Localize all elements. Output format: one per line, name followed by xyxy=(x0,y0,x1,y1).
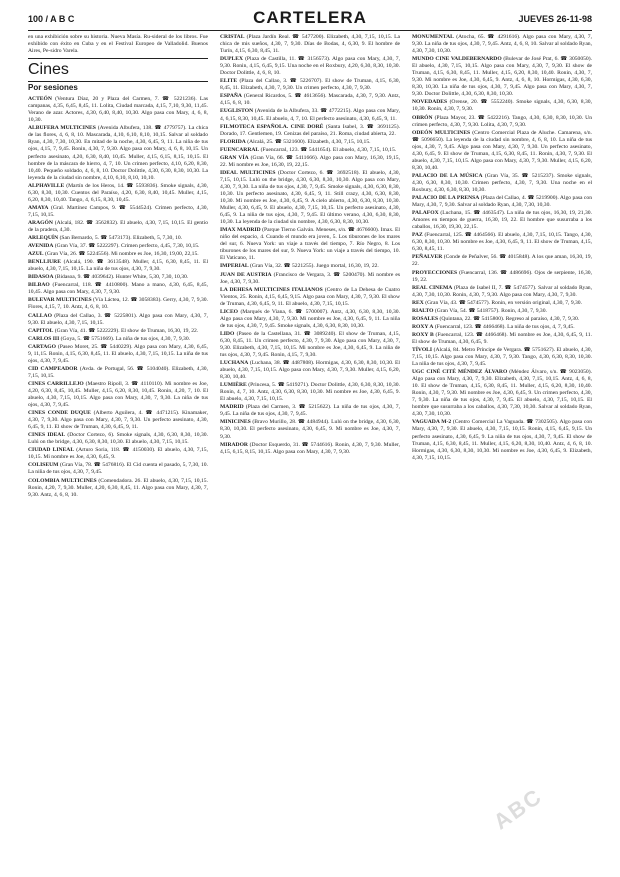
cinema-name: COLOMBIA MULTICINES xyxy=(28,477,97,484)
cinema-listing xyxy=(28,125,208,181)
cinema-name: CID CAMPEADOR xyxy=(28,365,78,372)
subsection-title: Por sesiones xyxy=(28,83,78,93)
cinema-showtimes: (Bidasoa, 9. ☎ 4039642). Hunter White, 5,30, 7,30, 10,30. xyxy=(54,274,189,281)
cinema-listing xyxy=(220,331,400,359)
cinema-listing xyxy=(220,170,400,226)
cinema-name: CAPITOL xyxy=(28,327,54,334)
cinema-listing xyxy=(220,78,400,92)
cinema-listing xyxy=(28,282,208,296)
cinema-showtimes: (Francisco de Vergara, 3. ☎ 5200470). Mi nombre es Joe, 4,30, 7, 9,30. xyxy=(220,271,400,285)
cinema-listing xyxy=(28,243,208,250)
cinema-showtimes: (Paseo Moret, 25. ☎ 5440229). Algo pasa con Mary, 4,30, 6,45, 9, 11,15. Ronin, 4,15, 6,30, 8,45, 11. El abuelo, 4,30, 7,15, 10,15. La niña de tus ojos, 4,30, 7, 9,45. xyxy=(28,343,208,364)
cinema-listing xyxy=(220,108,400,122)
cinema-listing xyxy=(220,360,400,381)
cinema-listing xyxy=(412,232,592,253)
cinema-listing xyxy=(412,347,592,368)
cinema-name: AVENIDA xyxy=(28,243,54,250)
cinema-name: ACTEÓN xyxy=(28,96,52,103)
cinema-showtimes: (Plaza del Carmen, 3. ☎ 5215622). La niña de tus ojos, 4,30, 7, 9,45. La niña de tus ojos, 4,30, 7, 9,45. xyxy=(220,404,400,418)
cinema-name: PAZ xyxy=(412,232,423,239)
cinema-listing xyxy=(28,205,208,219)
cinema-listing xyxy=(220,442,400,456)
cinema-listing xyxy=(220,139,400,146)
cinema-showtimes: (Doctor Esquerdo, 31. ☎ 5744616). Ronin, 4,30, 7, 9,30. Muller, 4,15, 6,15, 8,15, 10,15. Algo pasa con Mary, 4,30, 7, 9,30. xyxy=(220,441,400,455)
column-3 xyxy=(412,34,592,870)
cinema-showtimes: (Gral. Martínez Campos, 9. ☎ 5544524). Crimen perfecto, 4,30, 7,15, 10,15. xyxy=(28,204,208,218)
cinema-listing xyxy=(28,447,208,461)
cinema-name: VAGUADA M-2 xyxy=(412,419,452,426)
cinema-showtimes: (Luchana, 15. ☎ 4463547). La niña de tus ojos, 16,30, 19, 21,30. Amores en tiempos de guerra, 16,30, 19, 22. El hombre que susurraba a los caballos, 16,30, 19,30, 22,15. xyxy=(412,210,592,231)
cinema-showtimes: (Fuencarral, 136. ☎ 4486696). Ojos de serpiente, 16,30, 19, 22. xyxy=(412,269,592,283)
cinema-name: LIDO xyxy=(220,330,235,337)
cinema-showtimes: (Bravo Murillo, 28. ☎ 4484944). Lulú on the bridge, 4,30, 6,30, 8,30, 10,30. El perfecto asesinato, 4,30, 6,45, 9. Mi nombre es Joe, 4,30, 7, 9,30. xyxy=(220,419,400,440)
cinema-name: MINICINES xyxy=(220,419,251,426)
cinema-showtimes: (Maestro Ripoll, 3. ☎ 4110110). Mi nombre es Joe, 4,20, 6,30, 8,45, 10,45. Muller, 4,15, 6,20, 8,30, 10,45. Ronin, 4,20, 7, 10. El abuelo, 4,30, 7,15, 10,15. Algo pasa con Mary, 4,30, 7, 9,30. La niña de tus ojos, 4,30, 7, 9,45. xyxy=(28,380,208,409)
cinema-showtimes: (Centro Comercial La Vaguada. ☎ 7302505). Algo pasa con Mary, 4,30, 7, 9,30. El abuelo, 4,30, 7,15, 10,15. Ronin, 4,15, 6,45, 9,15. Un perfecto asesinato, 4,30, 6,45, 9. La niña de tus ojos, 4,30, 7, 9,45. El show de Truman, 4,15, 6,30, 8,45, 11. Muller, 4,15, 6,20, 8,30, 10,40. Antz, 4, 6, 8, 10. Hormigas, 4,30, 6,30, 8,30, 10,30. Mi nombre es Joe, 4,30, 6,45, 9. Elizabeth, 4,30, 7,15, 10,15. xyxy=(412,419,592,461)
cinema-name: FILMOTECA ESPAÑOLA. CINE DORÉ xyxy=(220,123,324,130)
cinema-listing xyxy=(412,56,592,98)
cinema-listing xyxy=(220,147,400,154)
cinema-listing xyxy=(220,287,400,308)
cinema-listing xyxy=(412,195,592,209)
cinema-showtimes: (Centro Comercial Plaza de Aluche. Camarena, s/n. ☎ 5096650). La leyenda de la ciudad sin nombre, 4, 6, 8, 10. La niña de tus ojos, 4,30, 7, 9,45. Algo pasa con Mary, 4,30, 7, 9,30. Un perfecto asesinato, 4,30, 6,45, 9. El show de Truman, 4,15, 6,30, 8,45, 11. Ronin, 4,30, 7, 9,30. El abuelo, 4,30, 7,15, 10,15. Algo pasa con Mary, 4,30, 7, 9,30. Muller, 4,15, 6,20, 8,30, 10,40. xyxy=(412,129,592,171)
cinema-name: EUGLISTON xyxy=(220,108,254,115)
cinema-name: BILBAO xyxy=(28,282,50,289)
cinema-showtimes: (Fuencarral, 123. ☎ 5441654). El abuelo, 4,30, 7,15, 10,15. xyxy=(260,146,397,153)
section-title: Cines xyxy=(28,61,69,79)
cinema-name: ROXY A xyxy=(412,323,434,330)
cinema-showtimes: (Alcalá, 25. ☎ 5321600). Elizabeth, 4,30, 7,15, 10,15. xyxy=(247,138,371,145)
cinema-name: ODEÓN MULTICINES xyxy=(412,129,471,136)
cinema-showtimes: (Atocha, 65. ☎ 4291616). Algo pasa con Mary, 4,30, 7, 9,30. La niña de tus ojos, 4,30, 7, 9,45. Antz, 4, 6, 8, 10. Salvar al soldado Ryan, 4,30, 7,30, 10,30. xyxy=(412,34,592,55)
cinema-name: PALACIO DE LA MÚSICA xyxy=(412,172,483,179)
cinema-showtimes: (Alcalá, 190. ☎ 3613548). Muller, 4,15, 6,30, 8,45, 11. El abuelo, 4,30, 7,15, 10,15. La niña de tus ojos, 4,30, 7, 9,30. xyxy=(28,259,208,273)
cinema-name: CARTAGO xyxy=(28,343,56,350)
cinema-listing xyxy=(220,263,400,270)
cinema-listing xyxy=(28,235,208,242)
cinema-name: ROXY B xyxy=(412,331,434,338)
cinema-listing xyxy=(28,478,208,499)
cinema-name: LUMIÈRE xyxy=(220,382,247,389)
cinema-name: BULEVAR MULTICINES xyxy=(28,297,92,304)
cinema-showtimes: (Centro de La Dehesa de Cuatro Vientos, 25. Ronin, 4,15, 6,45, 9,15. Algo pasa con Mary, 4,30, 7, 9,30. El show de Truman, 4,30, 6,45, 9, 11. El abuelo, 4,30, 7,15, 10,15. xyxy=(220,286,400,307)
cinema-listing xyxy=(28,462,208,476)
cinema-name: UGC CINÉ CITÉ MÉNDEZ ÁLVARO xyxy=(412,369,508,376)
cinema-name: BIDASOA xyxy=(28,274,54,281)
cinema-listing xyxy=(220,124,400,138)
cinema-showtimes: (Gran Vía, 41. ☎ 5222229). El show de Truman, 16,30, 19, 22. xyxy=(54,327,199,334)
cinema-name: ROSALES xyxy=(412,315,439,322)
cinema-name: RIALTO xyxy=(412,307,434,314)
cinema-listing xyxy=(412,308,592,315)
cinema-listing xyxy=(28,183,208,204)
column-1 xyxy=(28,34,208,870)
cinema-listing xyxy=(220,56,400,77)
cinema-listing xyxy=(412,99,592,113)
cinema-listing xyxy=(412,285,592,299)
cinema-showtimes: (Avenida de la Albufera, 33. ☎ 4772215). Algo pasa con Mary, 4, 6,15, 8,30, 10,45. El abuelo, 4, 7, 10. El perfecto asesinato, 4,30, 6,45, 9, 11. xyxy=(220,108,400,122)
cinema-name: OBRÓN xyxy=(412,114,433,121)
cinema-name: ALPHAVILLE xyxy=(28,182,65,189)
cinema-showtimes: (Gran Vía, 43. ☎ 5474577). Ronin, en versión original, 4,30, 7, 9,30. xyxy=(425,299,583,306)
cinema-listing xyxy=(28,381,208,409)
cinema-showtimes: (Gran Vía, 32. ☎ 5221255). Juego mortal, 16,30, 19, 22. xyxy=(250,263,379,270)
cinema-name: ELITE xyxy=(220,78,238,85)
cinema-listing xyxy=(412,34,592,55)
cinema-showtimes: (Orense, 20. ☎ 5552240). Smoke signals, 4,30, 6,30, 8,30, 10,30. Ronin, 4,30, 7, 9,30. xyxy=(412,99,592,113)
cinema-name: DUPLEX xyxy=(220,56,243,63)
cinema-listing xyxy=(220,404,400,418)
cinema-listing xyxy=(220,309,400,330)
cinema-listing xyxy=(220,155,400,169)
cinema-name: TÍVOLI xyxy=(412,346,433,353)
cinema-listing xyxy=(220,34,400,55)
listings-columns xyxy=(28,34,592,870)
cinema-name: PEÑALVER xyxy=(412,254,443,261)
cinema-listing xyxy=(412,332,592,346)
cinema-showtimes: (Paseo de la Castellana, 31. ☎ 3089240). El show de Truman, 4,15, 6,30, 8,45, 11. Un crimen perfecto, 4,30, 7, 9,30. Algo pasa con Mary, 4,30, 7, 9,30. Elizabeth, 4,30, 7,15, 10,15. Mi nombre es Joe, 4,30, 6,45, 9. La niña de tus ojos, 4,30, 7, 9,45. Ronin, 4,15, 7, 9,30. xyxy=(220,330,400,359)
cinema-name: AMAYA xyxy=(28,204,49,211)
cinema-name: CRISTAL xyxy=(220,34,245,40)
watermark: ABC xyxy=(488,783,548,835)
cinema-name: MUNDO CINE VALDEBERNARDO xyxy=(412,56,502,63)
cinema-showtimes: (Comendadora. 26. El abuelo, 4,30, 7,15, 10,15. Ronin, 4,20, 7, 9,30. Muller, 4,20, 6,30, 8,45, 11. Algo pasa con Mary, 4,30, 7, 9,30. Antz, 4, 6, 8, 10. xyxy=(28,477,208,498)
cinema-listing xyxy=(28,366,208,380)
cinema-name: CINES CARRILLEJO xyxy=(28,380,84,387)
cinema-showtimes: (Ventura Díaz, 20 y Plaza del Carmen, 7. ☎ 5221236). Las campanas, 4,35, 6,45, 8,45, 11. Lolita, Ciudad marcada, 4,15, 7,10, 9,30, 11,45. Verano de azar. Actores, 4,30, 6,40, 8,40, 10,30. Algo pasa con Mary, 4, 6, 8, 10,30. xyxy=(28,96,208,124)
cinema-name: ARLEQUÍN xyxy=(28,235,59,242)
cinema-name: ESPAÑA xyxy=(220,93,242,100)
issue-date: JUEVES 26-11-98 xyxy=(518,14,592,24)
cinema-name: REX xyxy=(412,299,424,306)
cinema-name: IMPERIAL xyxy=(220,263,249,270)
cinema-listing xyxy=(28,344,208,365)
cinema-name: ALBUFERA MULTICINES xyxy=(28,125,96,132)
cinema-listing xyxy=(28,336,208,343)
cinema-listing xyxy=(412,324,592,331)
cinema-showtimes: (Méndez Álvaro, s/n. ☎ 9023050). Algo pasa con Mary, 4,30, 7, 9,30. Elizabeth, 4,30, 7,15, 10,15. Antz, 4, 6, 8, 10. El show de Truman, 4,15, 6,30, 8,45, 11. Muller, 4,15, 6,20, 8,30, 10,40. Ronin, 4,30, 7, 9,30. Mi nombre es Joe, 4,30, 6,45, 9. Un crimen perfecto, 4,30, 7, 9,30. La niña de tus ojos, 4,30, 7, 9,45. El abuelo, 4,30, 7,15, 10,15. El hombre que susurraba a los caballos, 4,30, 7,30, 10,30. Salvar al soldado Ryan, 4,30, 7,30, 10,30. xyxy=(412,369,592,418)
cinema-showtimes: (Gran Vía, 26. ☎ 5224556). Mi nombre es Joe, 16,30, 19,00, 22,15. xyxy=(44,251,199,258)
cinema-name: PALACIO DE LA PRENSA xyxy=(412,195,480,202)
cinema-showtimes: (Princesa, 5. ☎ 5419271). Doctor Dolittle, 4,30, 6,30, 8,30, 10,30. Ronin, 4, 7, 10. Antz, 4,30, 6,30, 8,30, 10,30. Mi nombre es Joe, 4,30, 6,45, 9. El abuelo, 4,30, 7,15, 10,15. xyxy=(220,382,400,403)
cinema-name: PROYECCIONES xyxy=(412,269,458,276)
cinema-listing xyxy=(412,369,592,418)
cinema-showtimes: (Alberto Aguilera, 4. ☎ 4471215). Kinamaker, 4,30, 7, 9,30. Algo pasa con Mary, 4,30, 7, 9,30. Un perfecto asesinato, 4,30, 6,45, 9, 11. El show de Truman, 4,30, 6,45, 9, 11. xyxy=(28,410,208,431)
cinema-listing xyxy=(28,220,208,234)
cinema-name: CINES IDEAL xyxy=(28,432,66,439)
cinema-showtimes: (Quintana, 22. ☎ 5415800). Regreso al paraíso, 4,30, 7, 9,30. xyxy=(439,315,580,322)
cinema-showtimes: (Doctor Cortezo, 6. ☎ 3692518). El abuelo, 4,30, 7,15, 10,15. Lulú on the bridge, 4,30, 6,30, 8,30, 10,30. Algo pasa con Mary, 4,30, 7, 9,30. La niña de tus ojos, 4,30, 7, 9,45. Smoke signals, 4,30, 6,30, 8,30, 10,30. Un perfecto asesinato, 4,30, 6,45, 9, 11. Still crazy, 4,30, 6,30, 8,30, 10,30. Mi nombre es Joe, 4,30, 6,45, 9. A cielo abierto, 4,30, 6,30, 8,30, 10,30. Muller, 4,30, 6,45, 9. El abuelo, 4,30, 7,15, 10,15. Un perfecto asesinato, 4,30, 6,45, 9. La niña de tus ojos, 4,30, 7, 9,45. El último verano, 4,30, 6,30, 8,30, 10,30. La leyenda de la ciudad sin nombre, 4,30, 6,30, 8,30, 10,30. xyxy=(220,169,400,226)
column-2 xyxy=(220,34,400,870)
cinema-showtimes: (Avda. de Portugal, 56. ☎ 5104040). Elizabeth, 4,30, 7,15, 10,15. xyxy=(28,365,208,379)
cinema-name: IMAX MADRID xyxy=(220,227,261,234)
cinema-name: BENLLIURE xyxy=(28,259,61,266)
cinema-listing xyxy=(412,210,592,231)
cinema-name: AZUL xyxy=(28,251,44,258)
cinema-listing xyxy=(28,297,208,311)
cinema-listing xyxy=(412,115,592,129)
cinema-showtimes: (Vía Láctea, 12. ☎ 3058383). Gerry, 4,30, 7, 9,30. Flores, 4,15, 7, 10. Antz, 4, 6, 8, 10. xyxy=(28,297,208,311)
subsection-divider xyxy=(28,81,208,82)
cinema-name: REAL CINEMA xyxy=(412,284,453,291)
cinema-listing xyxy=(28,410,208,431)
cinema-listing xyxy=(220,272,400,286)
cinema-listing xyxy=(220,93,400,107)
cinema-name: COLISEUM xyxy=(28,462,59,469)
cinema-showtimes: (Martín de los Heros, 14. ☎ 5593836). Smoke signals, 4,30, 6,30, 8,30, 10,30. Cuentos del Paraíso, 4,20, 6,30, 8,40, 10,45. Muller, 4,15, 6,20, 8,30, 10,40. Tango, 4, 6,15, 8,30, 10,45. xyxy=(28,182,208,203)
cinema-listing xyxy=(28,96,208,124)
cinema-showtimes: (Gran Vía, 37. ☎ 5222297). Crimen perfecto, 4,45, 7,30, 10,15. xyxy=(54,243,200,250)
cinema-name: GRAN VÍA xyxy=(220,154,249,161)
cinema-name: LA DEHESA MULTICINES ITALIANOS xyxy=(220,286,323,293)
cinema-showtimes: (Plaza de Isabel II, 7. ☎ 5474577). Salvar al soldado Ryan, 4,30, 7,30, 10,30. Ronin, 4,30, 7, 9,30. Algo pasa con Mary, 4,30, 7, 9,30. xyxy=(412,284,592,298)
cinema-listing xyxy=(412,254,592,268)
cinema-showtimes: (Plaza de Castilla, 11. ☎ 3156573). Algo pasa con Mary, 4,30, 7, 9,30. Ronin, 4,15, 6,45, 9,15. Una noche en el Roxbury, 4,20, 6,30, 8,30, 10,30. Doctor Dolittle, 4, 6, 8, 10. xyxy=(220,56,400,77)
cinema-showtimes: (San Bernardo, 5. ☎ 5473173). Elizabeth, 5, 7,30, 10. xyxy=(59,235,183,242)
cinema-showtimes: (Luchana, 38. ☎ 4487808). Hormigas, 4,30, 6,30, 8,30, 10,30. El abuelo, 4,30, 7,15, 10,15. Algo pasa con Mary, 4,30, 7, 9,30. Muller, 4,15, 6,20, 8,30, 10,40. xyxy=(220,360,400,381)
cinema-name: CARLOS III xyxy=(28,335,60,342)
cinema-showtimes: (Fuencarral, 123. ☎ 4466468). Mi nombre es Joe, 4,30, 6,45, 9, 11. El show de Truman, 4,30, 6,45, 9. xyxy=(412,331,592,345)
cinema-showtimes: (Doctor Cortezo, 6). Smoke signals, 4,30, 6,30, 8,30, 10,30. Lulú on the bridge, 4,30, 6,30, 8,30, 10,30. El abuelo, 4,30, 7,15, 10,15. xyxy=(28,432,208,446)
cinema-name: MADRID xyxy=(220,404,244,411)
cinema-showtimes: (Fuencarral, 125. ☎ 4464566). El abuelo, 4,30, 7,15, 10,15. Tango, 4,30, 6,30, 8,30, 10,30. Mi nombre es Joe, 4,30, 6,45, 9, 11. El show de Truman, 4,15, 6,30, 8,45, 11. xyxy=(412,232,592,253)
page-header xyxy=(28,8,592,31)
cinema-showtimes: (Plaza Jardín Real. ☎ 5477200). Elizabeth, 4,30, 7,15, 10,15. La chica de mis sueños, 4,30, 7, 9,30. Días de Bodas, 4, 6,30, 9. El hombre de Turín, 4,15, 6,30, 8,45, 11. xyxy=(220,34,400,55)
cinema-showtimes: (Gran Vía, 66. ☎ 5411666). Algo pasa con Mary, 16,30, 19,15, 22. Mi nombre es Joe, 16,30, 19, 22,15. xyxy=(220,154,400,168)
cinema-showtimes: (Marqués de Viana, 6. ☎ 5700007). Antz, 4,30, 6,30, 8,30, 10,30. Algo pasa con Mary, 4,30, 7, 9,30. Mi nombre es Joe, 4,30, 6,45, 9, 11. La niña de tus ojos, 4,30, 7, 9,45. Smoke signals, 4,30, 6,30, 8,30, 10,30. xyxy=(220,308,400,329)
cinema-name: LUCHANA xyxy=(220,360,249,367)
cinema-name: MIRADOR xyxy=(220,441,248,448)
cinema-listing xyxy=(28,432,208,446)
cinema-listing xyxy=(412,173,592,194)
cinema-showtimes: (Fuencarral, 123. ☎ 4466468). La niña de tus ojos, 4, 7, 9,45. xyxy=(434,323,575,330)
cinema-name: FUENCARRAL xyxy=(220,146,260,153)
cinema-listing xyxy=(28,313,208,327)
cinema-showtimes: (Gran Vía, 78. ☎ 5476816). El Cid cuenta el pasado, 5, 7,30, 10. La niña de tus ojos, 4,30, 7, 9,45. xyxy=(28,462,208,476)
cinema-listing xyxy=(412,130,592,172)
cinema-showtimes: (Avenida Albufera, 138. ☎ 4779757). La chica de las flores, 4, 6, 8, 10. Mascarada, 4,10, 6,10, 8,10, 10,15. Salvar al soldado Ryan, 4,30, 7,30, 10,30. En mitad de la noche, 4,30, 6,45, 9, 11. La niña de tus ojos, 4,15, 7, 9,45. Ronin, 4,30, 7, 9,30. Algo pasa con Mary, 4, 6, 8, 10,15. Un perfecto asesinato, 4,20, 6,30, 8,40, 10,45. Muller, 4,15, 6,15, 8,15, 10,15. El hombre de la máscara de hierro, 4, 7, 10. Un crimen perfecto, 4,10, 6,20, 8,30, 10,40. Pequeño soldado, 4, 6, 8, 10. Doctor Dolittle, 4,30, 6,30, 8,30, 10,30. La leyenda de la ciudad sin nombre, 4,10, 6,10, 8,10, 10,10. xyxy=(28,125,208,181)
cinema-listing xyxy=(412,419,592,461)
cinema-showtimes: (Conde de Peñalver, 56. ☎ 4015848). A los que aman, 16,30, 19, 22. xyxy=(412,254,592,268)
cinema-listing xyxy=(220,419,400,440)
cinema-listing xyxy=(412,316,592,323)
cinema-name: NOVEDADES xyxy=(412,99,448,106)
intro-paragraph: en una exhibición sobre su historia. Nueva Masía. Ru-sideral de los libros. Fue exhibido con éxito en Cuba y en el Festival Europeo de Valladolid. Buenos Aires, Pe-sidro Varela. xyxy=(28,34,208,55)
cinema-name: MONUMENTAL xyxy=(412,34,454,40)
cinema-showtimes: (Santa Isabel, 3. ☎ 3691125). Dorado, 17. Gentlemen, 19. Cenizas del paraíso, 21. Roma, ciudad abierta, 22. xyxy=(220,123,400,137)
cinema-showtimes: (Plaza del Callao, 3. ☎ 5225801). Algo pasa con Mary, 4,30, 7, 9,30. El abuelo, 4,30, 7,15, 10,15. xyxy=(28,312,208,326)
cinema-listing xyxy=(28,274,208,281)
cinema-showtimes: (Goya, 5. ☎ 5751669). La niña de tus ojos, 4,30, 7, 9,30. xyxy=(60,335,191,342)
page-label: 100 / A B C xyxy=(28,14,75,24)
cinema-showtimes: (General Ricardos, 5. ☎ 4613656). Mascarada, 4,30, 7, 9,30. Antz, 4,15, 6, 8, 10. xyxy=(220,93,400,107)
cinema-listing xyxy=(28,328,208,335)
cinema-name: ARAGÓN xyxy=(28,219,53,226)
cinema-showtimes: (Plaza Mayor, 23. ☎ 5422216). Tango, 4,30, 6,30, 8,30, 10,30. Un crimen perfecto, 4,30, 7, 9,30. Lolita, 4,30, 7, 9,30. xyxy=(412,114,592,128)
cinema-listing xyxy=(220,382,400,403)
cinema-name: CALLAO xyxy=(28,312,52,319)
cinema-listing xyxy=(220,227,400,262)
page-title: CARTELERA xyxy=(253,8,367,27)
section-divider xyxy=(28,58,208,59)
cinema-listing xyxy=(412,270,592,284)
cinema-showtimes: (Plaza del Callao, 3. ☎ 5226707). El show de Truman, 4,15, 6,30, 8,45, 11. Elizabeth, 4,30, 7, 9,30. Un crimen perfecto, 4,30, 7, 9,30. xyxy=(220,78,400,92)
cinema-showtimes: (Gran Vía, 54. ☎ 5418757). Ronin, 4,30, 7, 9,30. xyxy=(434,307,547,314)
cinema-listing xyxy=(28,251,208,258)
cinema-showtimes: (Arturo Soria, 118. ☎ 4150030). El abuelo, 4,30, 7,15, 10,15. Mi nombre es Joe, 4,30, 6,45, 9. xyxy=(28,447,208,461)
cinema-name: PALAFOX xyxy=(412,210,439,217)
cinema-showtimes: (Gran Vía, 35. ☎ 5215237). Smoke signals, 4,30, 6,30, 8,30, 10,30. Crimen perfecto, 4,30, 7, 9,30. Una noche en el Roxbury, 4,30, 6,30, 8,30, 10,30. xyxy=(412,172,592,193)
cinema-name: LICEO xyxy=(220,308,239,315)
cinema-name: JUAN DE AUSTRIA xyxy=(220,271,272,278)
cinema-name: CIUDAD LINEAL xyxy=(28,447,75,454)
cinema-listing xyxy=(28,259,208,273)
cinema-showtimes: (Alcalá, 182. ☎ 3562832). El abuelo, 4,30, 7,15, 10,15. El gentío de la pradera, 4,30. xyxy=(28,219,208,233)
cinema-name: IDEAL MULTICINES xyxy=(220,169,276,176)
cinema-showtimes: (Alcalá, 84. Metro Príncipe de Vergara. ☎ 5751627). El abuelo, 4,30, 7,15, 10,15. Algo pasa con Mary, 4,30, 7, 9,30. Tango, 4,30, 6,30, 8,30, 10,30. La niña de tus ojos, 4,30, 7, 9,45. xyxy=(412,346,592,368)
cinema-name: FLORIDA xyxy=(220,138,246,145)
cinema-showtimes: (Fuencarral, 118. ☎ 4410800). Mano a mano, 4,30, 6,45, 8,45, 10,45. Algo pasa con Mary, 4,30, 7, 9,30. xyxy=(28,282,208,296)
cinema-showtimes: (Parque Tierno Galván. Meneses, s/n. ☎ 4676600). Imax. El niño del espacio, 4. Cuando el mundo era joven, 5. Los tiburones de los mares del sur, 6. Nueva York: un viaje a través del tiempo, 7. Río Negro, 8. Los tiburones de los mares del sur, 9. Nueva York: un viaje a través del tiempo, 10. El Vaticano, 11. xyxy=(220,227,400,262)
cinema-name: CINES CONDE DUQUE xyxy=(28,410,91,417)
cinema-listing xyxy=(412,300,592,307)
cinema-showtimes: (Bulevar de José Prat, 6. ☎ 3050050). El abuelo, 4,30, 7,15, 10,15. Algo pasa con Mary, 4,30, 7, 9,30. El show de Truman, 4,15, 6,30, 8,45, 11. Muller, 4,15, 6,20, 8,30, 10,40. Ronin, 4,30, 7, 9,30. Mi nombre es Joe, 4,30, 6,45, 9. Antz, 4, 6, 8, 10. Hormigas, 4,30, 6,30, 8,30, 10,30. La niña de tus ojos, 4,30, 7, 9,45. Algo pasa con Mary, 4,30, 7, 9,30. Doctor Dolittle, 4,30, 6,30, 8,30, 10,30. xyxy=(412,56,592,98)
cinema-showtimes: (Plaza del Callao, 4. ☎ 5219900). Algo pasa con Mary, 4,30, 7, 9,30. Salvar al soldado Ryan, 4,30, 7,30, 10,30. xyxy=(412,195,592,209)
